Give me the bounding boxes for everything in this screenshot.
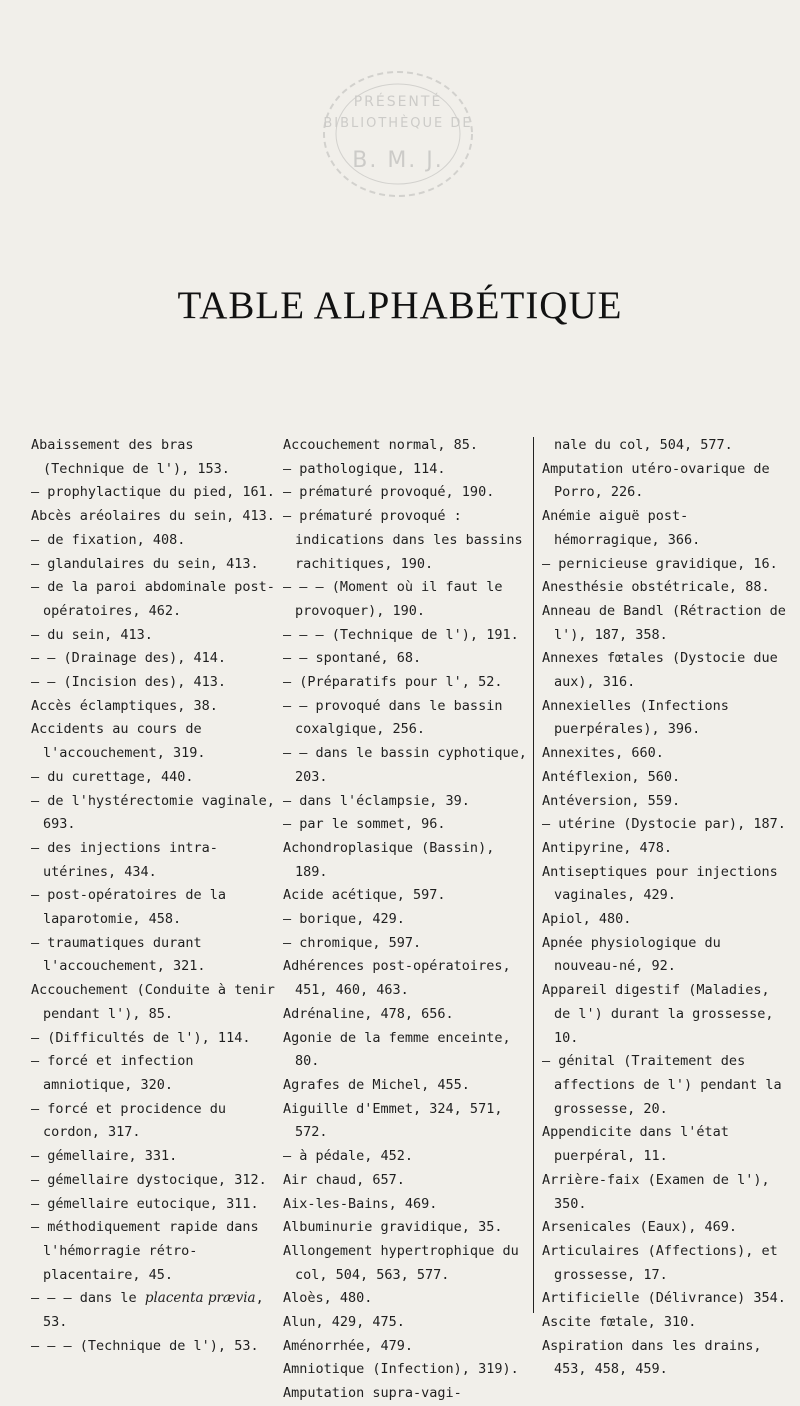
index-entry: Apnée physiologique du nouveau-né, 92. — [542, 934, 721, 975]
index-entry: — pathologique, 114. — [283, 460, 446, 477]
index-entry: — forcé et infection amniotique, 320. — [31, 1053, 194, 1093]
index-entry: Antéversion, 559. — [542, 792, 681, 809]
index-entry: Accouchement normal, 85. — [283, 437, 479, 453]
entry-prefix: — — — dans le — [31, 1290, 137, 1307]
index-entry: — glandulaires du sein, 413. — [31, 555, 259, 572]
index-entry: — — — (Technique de l'), 53. — [31, 1337, 259, 1354]
index-entry: Abcès aréolaires du sein, 413. — [31, 508, 275, 525]
index-entry: Air chaud, 657. — [283, 1171, 405, 1188]
column-divider — [533, 437, 534, 1313]
index-entry: Albuminurie gravidique, 35. — [283, 1219, 503, 1236]
entry-suffix: , 53. — [43, 1290, 264, 1331]
index-entry: Ascite fœtale, 310. — [542, 1314, 697, 1331]
index-entry: Apiol, 480. — [542, 911, 632, 928]
index-entry: Aloès, 480. — [283, 1290, 373, 1307]
index-entry: Aspiration dans les drains, 453, 458, 459. — [542, 1337, 762, 1378]
index-entry: Agonie de la femme enceinte, 80. — [283, 1029, 511, 1070]
index-entry: — pernicieuse gravidique, 16. — [542, 555, 778, 572]
index-entry: — du sein, 413. — [31, 626, 153, 643]
stamp-line-1: PRÉSENTÉ — [353, 94, 443, 110]
index-entry: — de la paroi abdominale post-opératoires, 462. — [31, 579, 275, 619]
index-entry: Arsenicales (Eaux), 469. — [542, 1219, 738, 1236]
index-entry: — chromique, 597. — [283, 934, 422, 951]
index-entry: — utérine (Dystocie par), 187. — [542, 816, 786, 833]
index-entry: — (Préparatifs pour l', 52. — [283, 674, 503, 691]
index-entry: Amniotique (Infection), 319). — [283, 1361, 519, 1378]
index-entry: — gémellaire dystocique, 312. — [31, 1171, 267, 1188]
index-entry: Antiseptiques pour injections vaginales, 429. — [542, 863, 778, 904]
index-column-3 — [542, 434, 787, 1382]
entry-italic-term: placenta prævia — [144, 1290, 256, 1307]
index-entry: — — — (Moment où il faut le provoquer), 190. — [283, 579, 503, 619]
stamp-line-2: BIBLIOTHÈQUE DE — [323, 116, 473, 131]
stamp-line-3: B. M. J. — [352, 148, 444, 173]
index-entry: — génital (Traitement des affections de l') pendant la grossesse, 20. — [542, 1053, 782, 1117]
index-entry: Achondroplasique (Bassin), 189. — [283, 839, 495, 880]
index-entry: — — (Incision des), 413. — [31, 674, 227, 691]
index-entry: — prématuré provoqué, 190. — [283, 484, 495, 501]
index-entry: Amputation supra-vagi- — [283, 1385, 462, 1402]
index-entry: — prématuré provoqué : indications dans les bassins rachitiques, 190. — [283, 508, 523, 572]
index-entry: Appareil digestif (Maladies, de l') durant la grossesse, 10. — [542, 982, 774, 1046]
index-entry: — du curettage, 440. — [31, 768, 194, 785]
index-entry: Abaissement des bras (Technique de l'), 153. — [31, 437, 230, 477]
index-entry: — prophylactique du pied, 161. — [31, 484, 275, 501]
index-entry: — des injections intra-utérines, 434. — [31, 839, 218, 880]
index-entry: — — — (Technique de l'), 191. — [283, 626, 519, 643]
index-entry: Accidents au cours de l'accouchement, 319. — [31, 721, 206, 762]
index-entry: — de fixation, 408. — [31, 531, 186, 548]
index-entry: — — dans le bassin cyphotique, 203. — [283, 745, 527, 785]
stamp-border — [318, 64, 478, 214]
index-entry: — méthodiquement rapide dans l'hémorragie rétro-placentaire, 45. — [31, 1219, 259, 1283]
index-entry: Adrénaline, 478, 656. — [283, 1005, 454, 1022]
index-entry: Anesthésie obstétricale, 88. — [542, 579, 770, 596]
index-entry: Alun, 429, 475. — [283, 1314, 405, 1331]
index-entry: Accès éclamptiques, 38. — [31, 697, 218, 714]
library-stamp — [318, 64, 478, 214]
index-entry: Amputation utéro-ovarique de Porro, 226. — [542, 460, 770, 501]
index-entry: — traumatiques durant l'accouchement, 321. — [31, 934, 206, 975]
index-entry: — dans l'éclampsie, 39. — [283, 792, 470, 809]
index-entry: Antipyrine, 478. — [542, 839, 673, 856]
index-entry: Aiguille d'Emmet, 324, 571, 572. — [283, 1100, 503, 1141]
index-entry: Arrière-faix (Examen de l'), 350. — [542, 1171, 770, 1212]
index-entry: Agrafes de Michel, 455. — [283, 1076, 470, 1093]
index-column-1 — [31, 434, 276, 1358]
index-entry: Annexes fœtales (Dystocie due aux), 316. — [542, 650, 778, 691]
index-entry: Annexites, 660. — [542, 745, 664, 762]
index-entry: Adhérences post-opératoires, 451, 460, 463. — [283, 958, 511, 999]
index-column-2 — [283, 434, 528, 1406]
index-entry: Artificielle (Délivrance) 354. — [542, 1290, 786, 1307]
index-entry: Acide acétique, 597. — [283, 887, 446, 904]
index-entry: — à pédale, 452. — [283, 1148, 414, 1165]
index-entry: Aix-les-Bains, 469. — [283, 1195, 438, 1212]
index-entry: Antéflexion, 560. — [542, 768, 681, 785]
index-entry: — — spontané, 68. — [283, 650, 422, 667]
index-entry: — borique, 429. — [283, 911, 405, 928]
page-title: TABLE ALPHABÉTIQUE — [177, 284, 623, 327]
index-entry: — de l'hystérectomie vaginale, 693. — [31, 792, 275, 833]
index-entry: Appendicite dans l'état puerpéral, 11. — [542, 1124, 729, 1165]
index-entry: nale du col, 504, 577. — [554, 437, 733, 453]
index-entry: Anneau de Bandl (Rétraction de l'), 187, 358. — [542, 602, 786, 643]
index-entry: Articulaires (Affections), et grossesse, 17. — [542, 1242, 778, 1283]
index-entry: Aménorrhée, 479. — [283, 1337, 414, 1354]
index-entry: Annexielles (Infections puerpérales), 396. — [542, 697, 729, 738]
index-entry: Anémie aiguë post-hémorragique, 366. — [542, 508, 701, 548]
index-entry: — — provoqué dans le bassin coxalgique, 256. — [283, 697, 503, 738]
index-entry: — forcé et procidence du cordon, 317. — [31, 1100, 227, 1141]
index-entry: — (Difficultés de l'), 114. — [31, 1029, 251, 1046]
index-entry-placenta — [31, 1287, 276, 1334]
index-entry: — par le sommet, 96. — [283, 816, 446, 833]
index-entry: — gémellaire eutocique, 311. — [31, 1195, 259, 1212]
index-entry: — — (Drainage des), 414. — [31, 650, 227, 667]
index-entry: Allongement hypertrophique du col, 504, 563, 577. — [283, 1242, 519, 1283]
index-entry: Accouchement (Conduite à tenir pendant l'), 85. — [31, 982, 275, 1022]
index-entry: — post-opératoires de la laparotomie, 458. — [31, 887, 227, 928]
index-entry: — gémellaire, 331. — [31, 1148, 178, 1165]
